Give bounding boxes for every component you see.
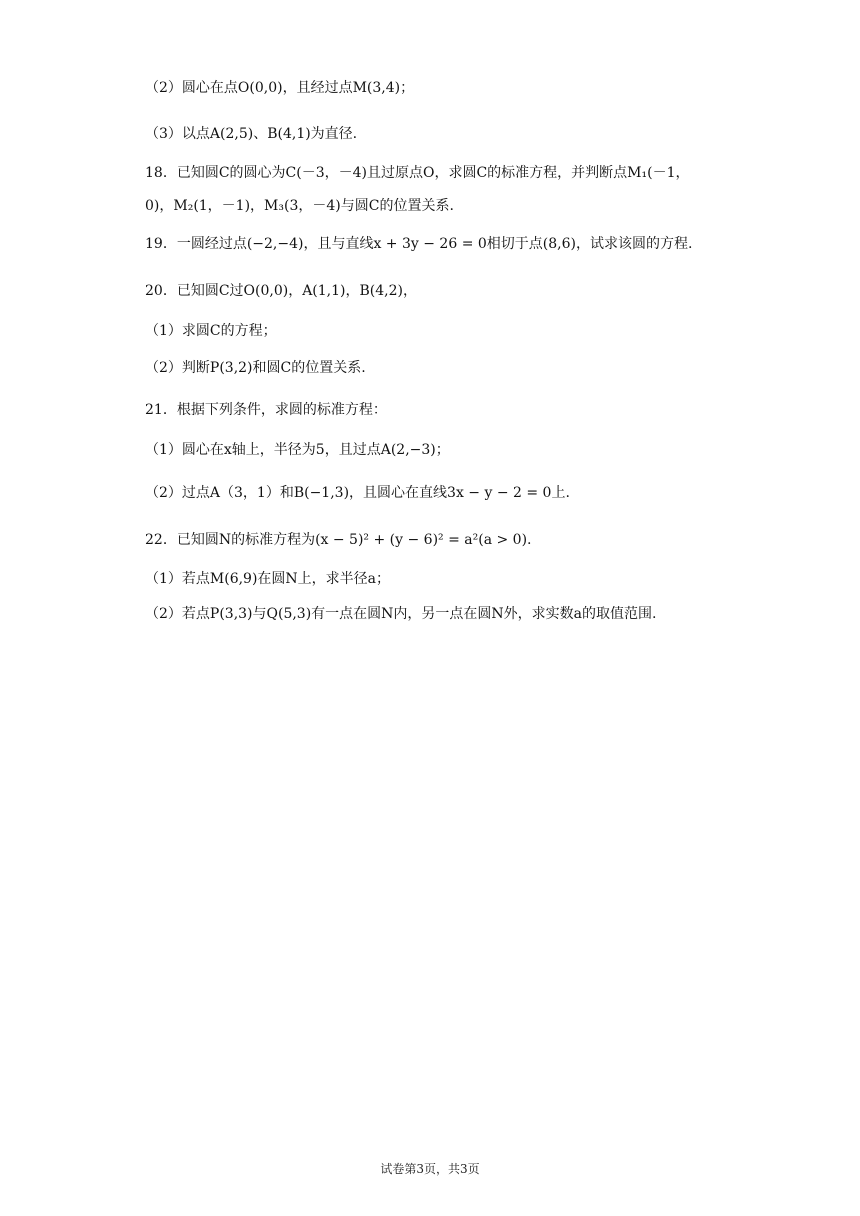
question-18-line-2: 0)，M₂(1，－1)，M₃(3，－4)与圆C的位置关系. — [145, 198, 454, 214]
question-22-part-1: （1）若点M(6,9)在圆N上，求半径a； — [145, 571, 391, 587]
question-17-part-3: （3）以点A(2,5)、B(4,1)为直径. — [145, 126, 358, 142]
question-21-stem: 21．根据下列条件，求圆的标准方程： — [145, 402, 387, 418]
question-22-stem: 22．已知圆N的标准方程为(x − 5)² + (y − 6)² = a²(a > 0). — [145, 532, 532, 548]
page-footer: 试卷第3页，共3页 — [380, 1162, 480, 1176]
question-20-part-2: （2）判断P(3,2)和圆C的位置关系. — [145, 360, 366, 376]
question-21-part-2: （2）过点A（3，1）和B(−1,3)，且圆心在直线3x − y − 2 = 0上. — [145, 485, 570, 501]
question-22-part-2: （2）若点P(3,3)与Q(5,3)有一点在圆N内，另一点在圆N外，求实数a的取值范围. — [145, 606, 657, 622]
question-19: 19．一圆经过点(−2,−4)，且与直线x + 3y − 26 = 0相切于点(8,6)，试求该圆的方程. — [145, 236, 693, 252]
question-20-part-1: （1）求圆C的方程； — [145, 323, 277, 339]
question-20-stem: 20．已知圆C过O(0,0)，A(1,1)，B(4,2)， — [145, 283, 417, 299]
question-18-line-1: 18．已知圆C的圆心为C(－3，－4)且过原点O，求圆C的标准方程，并判断点M₁(－1， — [145, 165, 690, 181]
question-17-part-2: （2）圆心在点O(0,0)，且经过点M(3,4)； — [145, 80, 415, 96]
question-21-part-1: （1）圆心在x轴上，半径为5，且过点A(2,−3)； — [145, 442, 450, 458]
